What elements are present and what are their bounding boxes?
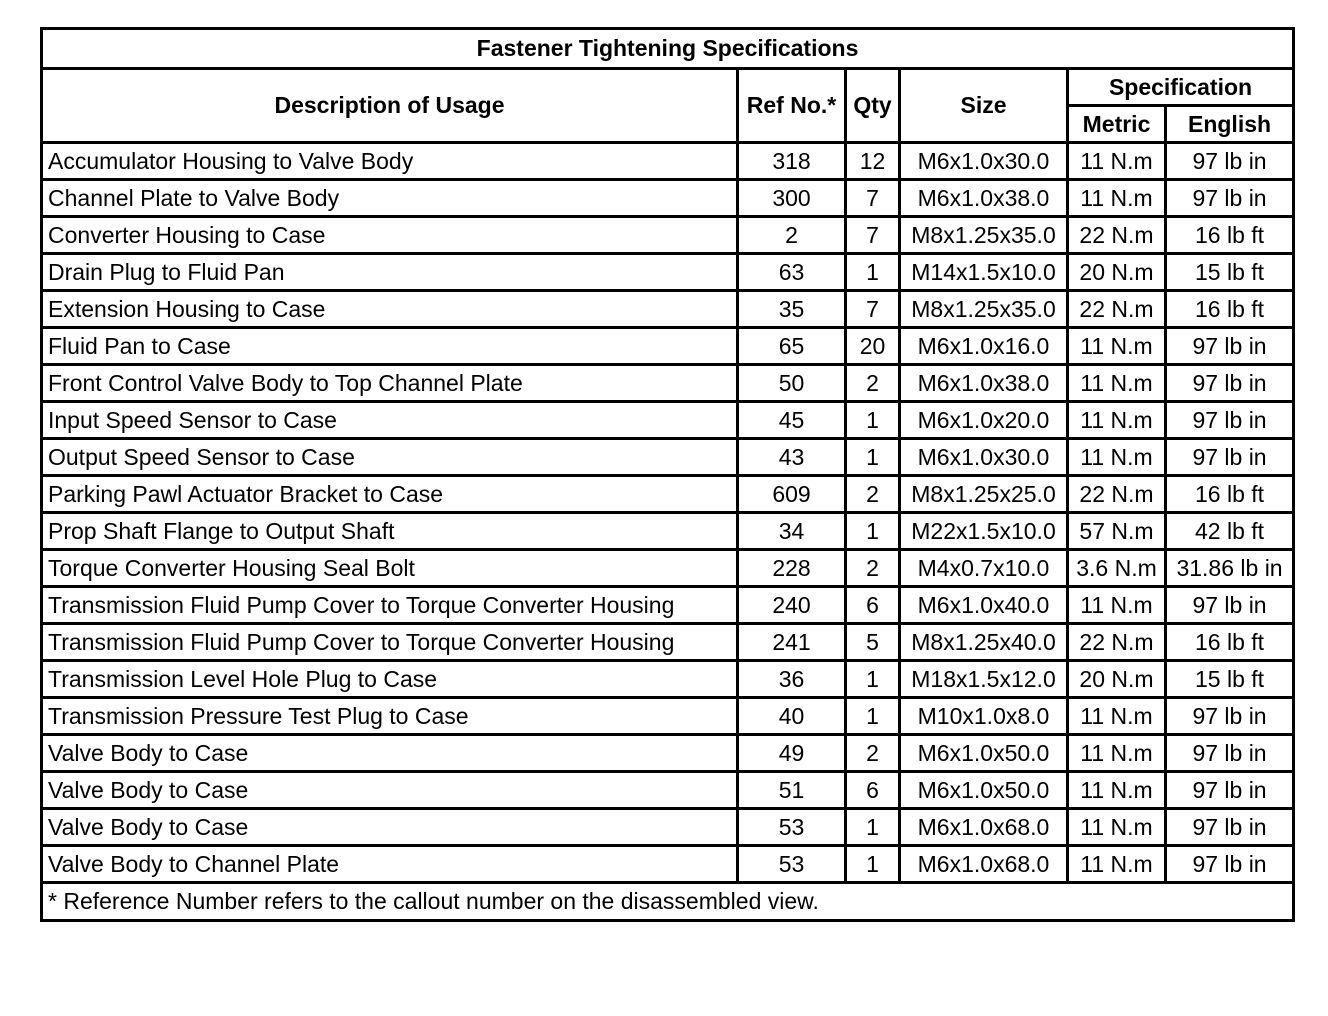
cell-size: M6x1.0x30.0: [900, 143, 1068, 180]
cell-ref-no: 53: [738, 846, 846, 883]
cell-english: 16 lb ft: [1166, 476, 1294, 513]
cell-ref-no: 36: [738, 661, 846, 698]
cell-qty: 1: [846, 254, 900, 291]
table-row: [42, 328, 1294, 365]
table-row: [42, 439, 1294, 476]
cell-qty: 5: [846, 624, 900, 661]
cell-description: Fluid Pan to Case: [42, 328, 738, 365]
cell-ref-no: 609: [738, 476, 846, 513]
cell-ref-no: 35: [738, 291, 846, 328]
cell-ref-no: 240: [738, 587, 846, 624]
cell-metric: 22 N.m: [1068, 624, 1166, 661]
cell-qty: 1: [846, 513, 900, 550]
cell-qty: 2: [846, 365, 900, 402]
cell-qty: 1: [846, 846, 900, 883]
cell-metric: 11 N.m: [1068, 439, 1166, 476]
table-row: [42, 143, 1294, 180]
cell-description: Prop Shaft Flange to Output Shaft: [42, 513, 738, 550]
cell-qty: 7: [846, 291, 900, 328]
cell-description: Converter Housing to Case: [42, 217, 738, 254]
table-row: [42, 772, 1294, 809]
table-row: [42, 735, 1294, 772]
cell-size: M6x1.0x16.0: [900, 328, 1068, 365]
cell-english: 97 lb in: [1166, 143, 1294, 180]
cell-qty: 1: [846, 661, 900, 698]
cell-ref-no: 34: [738, 513, 846, 550]
cell-metric: 20 N.m: [1068, 661, 1166, 698]
cell-english: 97 lb in: [1166, 735, 1294, 772]
cell-ref-no: 43: [738, 439, 846, 476]
cell-english: 15 lb ft: [1166, 661, 1294, 698]
cell-english: 97 lb in: [1166, 587, 1294, 624]
cell-ref-no: 65: [738, 328, 846, 365]
cell-size: M18x1.5x12.0: [900, 661, 1068, 698]
cell-english: 97 lb in: [1166, 365, 1294, 402]
cell-description: Transmission Fluid Pump Cover to Torque Converter Housing: [42, 587, 738, 624]
table-row: [42, 254, 1294, 291]
cell-ref-no: 45: [738, 402, 846, 439]
cell-ref-no: 228: [738, 550, 846, 587]
cell-ref-no: 51: [738, 772, 846, 809]
cell-ref-no: 300: [738, 180, 846, 217]
cell-ref-no: 63: [738, 254, 846, 291]
table-row: [42, 217, 1294, 254]
cell-size: M6x1.0x38.0: [900, 180, 1068, 217]
cell-qty: 1: [846, 439, 900, 476]
header-qty: Qty: [846, 69, 900, 143]
cell-size: M8x1.25x40.0: [900, 624, 1068, 661]
cell-ref-no: 50: [738, 365, 846, 402]
table-row: [42, 365, 1294, 402]
cell-english: 31.86 lb in: [1166, 550, 1294, 587]
cell-description: Output Speed Sensor to Case: [42, 439, 738, 476]
cell-metric: 11 N.m: [1068, 365, 1166, 402]
cell-size: M6x1.0x38.0: [900, 365, 1068, 402]
cell-ref-no: 318: [738, 143, 846, 180]
cell-qty: 12: [846, 143, 900, 180]
cell-size: M6x1.0x20.0: [900, 402, 1068, 439]
table-row: [42, 513, 1294, 550]
cell-size: M10x1.0x8.0: [900, 698, 1068, 735]
table-row: [42, 624, 1294, 661]
cell-metric: 11 N.m: [1068, 735, 1166, 772]
cell-size: M8x1.25x35.0: [900, 217, 1068, 254]
cell-size: M6x1.0x50.0: [900, 735, 1068, 772]
cell-size: M8x1.25x35.0: [900, 291, 1068, 328]
cell-english: 97 lb in: [1166, 402, 1294, 439]
cell-metric: 22 N.m: [1068, 476, 1166, 513]
cell-metric: 11 N.m: [1068, 772, 1166, 809]
cell-ref-no: 53: [738, 809, 846, 846]
cell-english: 97 lb in: [1166, 772, 1294, 809]
cell-english: 97 lb in: [1166, 328, 1294, 365]
cell-description: Extension Housing to Case: [42, 291, 738, 328]
cell-english: 15 lb ft: [1166, 254, 1294, 291]
table-row: [42, 846, 1294, 883]
cell-metric: 22 N.m: [1068, 217, 1166, 254]
cell-description: Torque Converter Housing Seal Bolt: [42, 550, 738, 587]
cell-metric: 11 N.m: [1068, 180, 1166, 217]
cell-metric: 11 N.m: [1068, 846, 1166, 883]
cell-english: 16 lb ft: [1166, 291, 1294, 328]
header-metric: Metric: [1068, 106, 1166, 143]
cell-qty: 7: [846, 180, 900, 217]
cell-english: 97 lb in: [1166, 846, 1294, 883]
cell-description: Transmission Level Hole Plug to Case: [42, 661, 738, 698]
cell-metric: 11 N.m: [1068, 143, 1166, 180]
cell-english: 16 lb ft: [1166, 624, 1294, 661]
table-body: [42, 143, 1294, 883]
cell-metric: 11 N.m: [1068, 809, 1166, 846]
cell-size: M14x1.5x10.0: [900, 254, 1068, 291]
cell-english: 97 lb in: [1166, 180, 1294, 217]
cell-qty: 2: [846, 550, 900, 587]
table-row: [42, 476, 1294, 513]
cell-metric: 3.6 N.m: [1068, 550, 1166, 587]
cell-metric: 57 N.m: [1068, 513, 1166, 550]
cell-size: M6x1.0x68.0: [900, 809, 1068, 846]
cell-metric: 11 N.m: [1068, 698, 1166, 735]
cell-metric: 20 N.m: [1068, 254, 1166, 291]
cell-qty: 1: [846, 402, 900, 439]
cell-english: 42 lb ft: [1166, 513, 1294, 550]
cell-qty: 1: [846, 698, 900, 735]
cell-description: Parking Pawl Actuator Bracket to Case: [42, 476, 738, 513]
cell-description: Valve Body to Case: [42, 772, 738, 809]
cell-size: M6x1.0x40.0: [900, 587, 1068, 624]
cell-english: 16 lb ft: [1166, 217, 1294, 254]
cell-size: M4x0.7x10.0: [900, 550, 1068, 587]
cell-qty: 7: [846, 217, 900, 254]
cell-qty: 2: [846, 476, 900, 513]
table-title: Fastener Tightening Specifications: [42, 29, 1294, 69]
header-specification: Specification: [1068, 69, 1294, 106]
cell-qty: 6: [846, 772, 900, 809]
cell-qty: 2: [846, 735, 900, 772]
cell-description: Valve Body to Channel Plate: [42, 846, 738, 883]
cell-description: Channel Plate to Valve Body: [42, 180, 738, 217]
cell-size: M6x1.0x30.0: [900, 439, 1068, 476]
cell-english: 97 lb in: [1166, 439, 1294, 476]
cell-english: 97 lb in: [1166, 698, 1294, 735]
cell-description: Transmission Pressure Test Plug to Case: [42, 698, 738, 735]
cell-metric: 22 N.m: [1068, 291, 1166, 328]
cell-ref-no: 40: [738, 698, 846, 735]
footnote: * Reference Number refers to the callout number on the disassembled view.: [42, 883, 1294, 921]
cell-size: M8x1.25x25.0: [900, 476, 1068, 513]
fastener-spec-table: [40, 27, 1295, 922]
header-description: Description of Usage: [42, 69, 738, 143]
cell-qty: 6: [846, 587, 900, 624]
table-row: [42, 291, 1294, 328]
cell-metric: 11 N.m: [1068, 328, 1166, 365]
cell-size: M6x1.0x68.0: [900, 846, 1068, 883]
cell-qty: 20: [846, 328, 900, 365]
cell-metric: 11 N.m: [1068, 402, 1166, 439]
table-row: [42, 550, 1294, 587]
cell-english: 97 lb in: [1166, 809, 1294, 846]
cell-description: Accumulator Housing to Valve Body: [42, 143, 738, 180]
header-ref-no: Ref No.*: [738, 69, 846, 143]
cell-size: M22x1.5x10.0: [900, 513, 1068, 550]
table-row: [42, 587, 1294, 624]
cell-size: M6x1.0x50.0: [900, 772, 1068, 809]
cell-ref-no: 241: [738, 624, 846, 661]
table-row: [42, 698, 1294, 735]
cell-ref-no: 49: [738, 735, 846, 772]
cell-qty: 1: [846, 809, 900, 846]
cell-description: Transmission Fluid Pump Cover to Torque Converter Housing: [42, 624, 738, 661]
cell-description: Valve Body to Case: [42, 735, 738, 772]
table-row: [42, 661, 1294, 698]
cell-description: Input Speed Sensor to Case: [42, 402, 738, 439]
cell-description: Valve Body to Case: [42, 809, 738, 846]
table-row: [42, 402, 1294, 439]
table-row: [42, 809, 1294, 846]
header-size: Size: [900, 69, 1068, 143]
cell-description: Front Control Valve Body to Top Channel Plate: [42, 365, 738, 402]
cell-ref-no: 2: [738, 217, 846, 254]
cell-description: Drain Plug to Fluid Pan: [42, 254, 738, 291]
header-english: English: [1166, 106, 1294, 143]
table-row: [42, 180, 1294, 217]
cell-metric: 11 N.m: [1068, 587, 1166, 624]
